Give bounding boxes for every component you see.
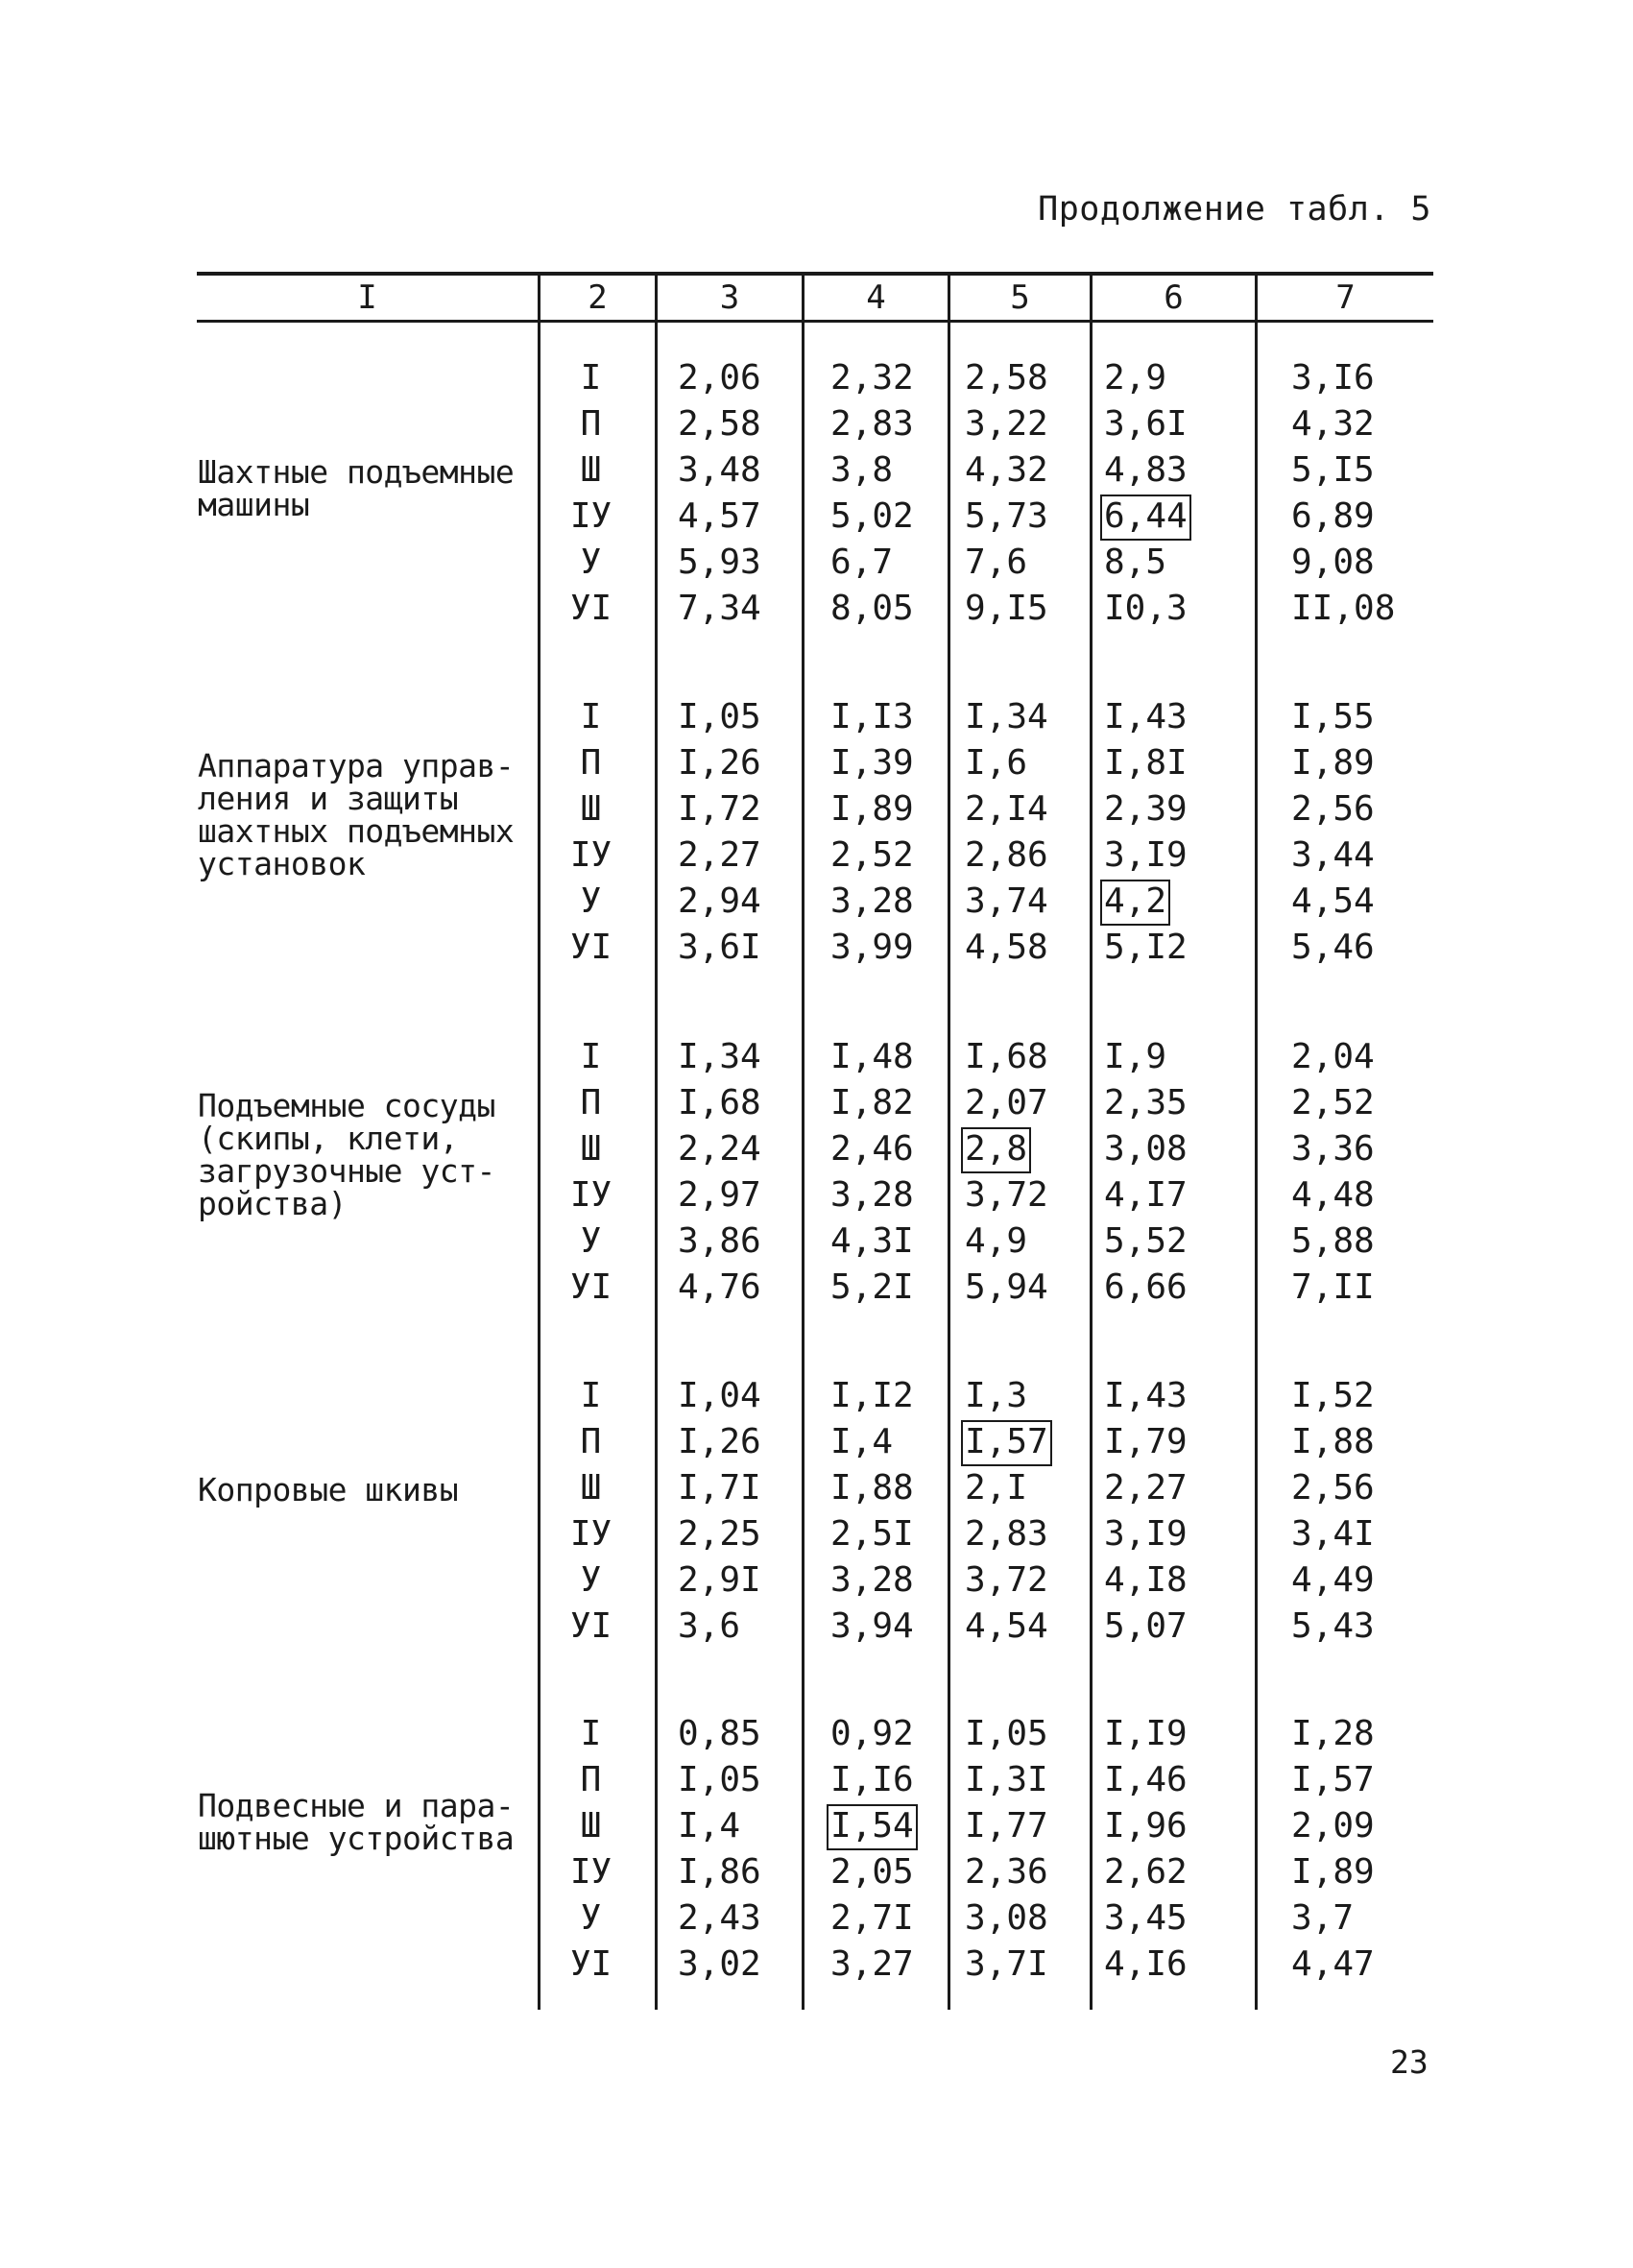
value-cell: 2,94 [678, 881, 761, 921]
value-cell: 5,73 [965, 496, 1048, 536]
value-cell: 3,28 [830, 1175, 914, 1215]
value-cell: 3,I9 [1104, 1514, 1188, 1554]
value-cell: 2,35 [1104, 1083, 1188, 1122]
value-cell: 3,22 [965, 404, 1048, 444]
value-cell: 4,3I [830, 1221, 914, 1261]
grade-cell: П [580, 1083, 602, 1122]
value-cell: 3,8 [830, 450, 894, 490]
column-divider [1090, 276, 1093, 2010]
grade-cell: Ш [580, 1129, 602, 1169]
value-cell: I,96 [1104, 1806, 1188, 1846]
value-cell: I,68 [678, 1083, 761, 1122]
value-cell: 6,89 [1291, 496, 1375, 536]
value-cell: 3,4I [1291, 1514, 1375, 1554]
grade-cell: П [580, 1760, 602, 1799]
value-cell: 2,58 [965, 358, 1048, 398]
value-cell: 3,08 [1104, 1129, 1188, 1169]
value-cell: 5,46 [1291, 928, 1375, 967]
value-cell: 3,02 [678, 1944, 761, 1984]
value-cell: 2,39 [1104, 789, 1188, 829]
grade-cell: П [580, 404, 602, 444]
value-cell: I,6 [965, 743, 1028, 783]
value-cell: 4,32 [1291, 404, 1375, 444]
value-cell: 4,I7 [1104, 1175, 1188, 1215]
value-cell: I,88 [830, 1468, 914, 1508]
value-cell: 2,07 [965, 1083, 1048, 1122]
value-cell: 3,I6 [1291, 358, 1375, 398]
grade-cell: I [580, 697, 602, 736]
value-cell: I,I2 [830, 1376, 914, 1415]
grade-cell: IУ [569, 496, 612, 536]
value-cell: 2,56 [1291, 1468, 1375, 1508]
grade-cell: Ш [580, 1468, 602, 1508]
value-cell: 0,92 [830, 1714, 914, 1753]
grade-cell: УI [569, 1944, 612, 1984]
grade-cell: П [580, 1422, 602, 1461]
grade-cell: Ш [580, 1806, 602, 1846]
grade-cell: П [580, 743, 602, 783]
value-cell: 6,7 [830, 543, 894, 582]
value-cell: I,89 [1291, 1852, 1375, 1892]
value-cell: 3,74 [965, 881, 1048, 921]
highlighted-value-cell: I,57 [961, 1420, 1052, 1466]
value-cell: 3,28 [830, 881, 914, 921]
value-cell: I,I3 [830, 697, 914, 736]
value-cell: 2,56 [1291, 789, 1375, 829]
value-cell: 9,I5 [965, 589, 1048, 628]
equipment-name: Подъемные сосуды (скипы, клети, загрузочные уст- ройства) [198, 1087, 495, 1222]
value-cell: 9,08 [1291, 543, 1375, 582]
value-cell: I,28 [1291, 1714, 1375, 1753]
value-cell: 4,76 [678, 1267, 761, 1307]
value-cell: 0,85 [678, 1714, 761, 1753]
value-cell: 3,27 [830, 1944, 914, 1984]
value-cell: 4,54 [1291, 881, 1375, 921]
value-cell: 2,46 [830, 1129, 914, 1169]
value-cell: 5,I2 [1104, 928, 1188, 967]
value-cell: I,82 [830, 1083, 914, 1122]
value-cell: 2,9 [1104, 358, 1167, 398]
header-col-4: 4 [866, 278, 886, 317]
header-col-2: 2 [588, 278, 608, 317]
value-cell: 4,I6 [1104, 1944, 1188, 1984]
value-cell: 4,47 [1291, 1944, 1375, 1984]
value-cell: 3,72 [965, 1175, 1048, 1215]
column-divider [655, 276, 658, 2010]
value-cell: I,72 [678, 789, 761, 829]
value-cell: I,88 [1291, 1422, 1375, 1461]
value-cell: 2,7I [830, 1898, 914, 1938]
value-cell: 2,36 [965, 1852, 1048, 1892]
column-divider [1255, 276, 1258, 2010]
value-cell: 5,I5 [1291, 450, 1375, 490]
value-cell: I,3 [965, 1376, 1028, 1415]
equipment-name: Копровые шкивы [198, 1471, 459, 1508]
column-divider [802, 276, 804, 2010]
value-cell: 3,6I [678, 928, 761, 967]
value-cell: 7,II [1291, 1267, 1375, 1307]
value-cell: I,34 [678, 1037, 761, 1076]
value-cell: I,7I [678, 1468, 761, 1508]
value-cell: I0,3 [1104, 589, 1188, 628]
grade-cell: Ш [580, 450, 602, 490]
value-cell: 2,I [965, 1468, 1028, 1508]
value-cell: 2,52 [1291, 1083, 1375, 1122]
column-divider [948, 276, 950, 2010]
value-cell: 5,52 [1104, 1221, 1188, 1261]
value-cell: 4,58 [965, 928, 1048, 967]
page-number: 23 [1390, 2043, 1429, 2081]
highlighted-value-cell: 2,8 [961, 1127, 1031, 1173]
value-cell: I,26 [678, 743, 761, 783]
header-col-3: 3 [719, 278, 740, 317]
value-cell: 2,I4 [965, 789, 1048, 829]
value-cell: I,I9 [1104, 1714, 1188, 1753]
value-cell: 3,86 [678, 1221, 761, 1261]
grade-cell: I [580, 1376, 602, 1415]
value-cell: 2,9I [678, 1560, 761, 1600]
table-caption: Продолжение табл. 5 [1038, 190, 1431, 229]
value-cell: 4,83 [1104, 450, 1188, 490]
value-cell: 3,72 [965, 1560, 1048, 1600]
grade-cell: IУ [569, 835, 612, 875]
value-cell: 2,86 [965, 835, 1048, 875]
header-col-5: 5 [1010, 278, 1030, 317]
value-cell: 4,9 [965, 1221, 1028, 1261]
grade-cell: У [580, 1898, 602, 1938]
value-cell: 3,48 [678, 450, 761, 490]
value-cell: II,08 [1291, 589, 1396, 628]
value-cell: I,86 [678, 1852, 761, 1892]
value-cell: 6,66 [1104, 1267, 1188, 1307]
value-cell: 8,05 [830, 589, 914, 628]
value-cell: 5,93 [678, 543, 761, 582]
value-cell: 8,5 [1104, 543, 1167, 582]
value-cell: 2,25 [678, 1514, 761, 1554]
value-cell: 3,99 [830, 928, 914, 967]
grade-cell: IУ [569, 1852, 612, 1892]
grade-cell: У [580, 543, 602, 582]
value-cell: I,05 [678, 1760, 761, 1799]
value-cell: 5,43 [1291, 1606, 1375, 1646]
value-cell: 2,27 [1104, 1468, 1188, 1508]
grade-cell: I [580, 1037, 602, 1076]
grade-cell: У [580, 1560, 602, 1600]
value-cell: 2,58 [678, 404, 761, 444]
value-cell: 3,36 [1291, 1129, 1375, 1169]
value-cell: 5,07 [1104, 1606, 1188, 1646]
value-cell: 3,94 [830, 1606, 914, 1646]
value-cell: 2,97 [678, 1175, 761, 1215]
equipment-name: Шахтные подъемные машины [198, 453, 515, 523]
value-cell: I,89 [830, 789, 914, 829]
value-cell: 5,94 [965, 1267, 1048, 1307]
header-col-6: 6 [1164, 278, 1184, 317]
highlighted-value-cell: 4,2 [1100, 880, 1170, 926]
equipment-name: Аппаратура управ- ления и защиты шахтных подъемных установок [198, 747, 515, 882]
value-cell: 3,28 [830, 1560, 914, 1600]
value-cell: 2,05 [830, 1852, 914, 1892]
value-cell: I,46 [1104, 1760, 1188, 1799]
equipment-name: Подвесные и пара- шютные устройства [198, 1787, 515, 1857]
value-cell: 4,48 [1291, 1175, 1375, 1215]
value-cell: 2,52 [830, 835, 914, 875]
grade-cell: У [580, 881, 602, 921]
value-cell: 5,02 [830, 496, 914, 536]
value-cell: I,43 [1104, 1376, 1188, 1415]
header-col-1: I [357, 278, 377, 317]
value-cell: I,68 [965, 1037, 1048, 1076]
value-cell: 4,I8 [1104, 1560, 1188, 1600]
value-cell: 5,2I [830, 1267, 914, 1307]
value-cell: 2,5I [830, 1514, 914, 1554]
value-cell: I,05 [965, 1714, 1048, 1753]
value-cell: I,43 [1104, 697, 1188, 736]
value-cell: 2,04 [1291, 1037, 1375, 1076]
value-cell: 3,7 [1291, 1898, 1355, 1938]
grade-cell: I [580, 358, 602, 398]
value-cell: I,9 [1104, 1037, 1167, 1076]
value-cell: 2,09 [1291, 1806, 1375, 1846]
value-cell: 4,57 [678, 496, 761, 536]
value-cell: I,I6 [830, 1760, 914, 1799]
value-cell: 3,45 [1104, 1898, 1188, 1938]
value-cell: 7,6 [965, 543, 1028, 582]
value-cell: 3,6 [678, 1606, 741, 1646]
header-col-7: 7 [1335, 278, 1356, 317]
value-cell: 4,49 [1291, 1560, 1375, 1600]
value-cell: 3,I9 [1104, 835, 1188, 875]
value-cell: 2,62 [1104, 1852, 1188, 1892]
value-cell: 3,6I [1104, 404, 1188, 444]
value-cell: 2,83 [965, 1514, 1048, 1554]
highlighted-value-cell: I,54 [827, 1804, 918, 1850]
value-cell: 2,24 [678, 1129, 761, 1169]
grade-cell: УI [569, 1267, 612, 1307]
value-cell: I,8I [1104, 743, 1188, 783]
value-cell: 2,27 [678, 835, 761, 875]
value-cell: I,39 [830, 743, 914, 783]
value-cell: I,26 [678, 1422, 761, 1461]
grade-cell: IУ [569, 1175, 612, 1215]
highlighted-value-cell: 6,44 [1100, 495, 1191, 541]
value-cell: I,57 [1291, 1760, 1375, 1799]
value-cell: I,04 [678, 1376, 761, 1415]
table-header-rule [197, 320, 1433, 323]
value-cell: 5,88 [1291, 1221, 1375, 1261]
grade-cell: Ш [580, 789, 602, 829]
value-cell: 2,43 [678, 1898, 761, 1938]
value-cell: 3,44 [1291, 835, 1375, 875]
grade-cell: I [580, 1714, 602, 1753]
grade-cell: УI [569, 1606, 612, 1646]
value-cell: 3,7I [965, 1944, 1048, 1984]
value-cell: I,79 [1104, 1422, 1188, 1461]
value-cell: 4,32 [965, 450, 1048, 490]
grade-cell: IУ [569, 1514, 612, 1554]
table-top-rule [197, 272, 1433, 276]
value-cell: 2,06 [678, 358, 761, 398]
value-cell: I,05 [678, 697, 761, 736]
value-cell: I,48 [830, 1037, 914, 1076]
value-cell: I,4 [678, 1806, 741, 1846]
value-cell: 7,34 [678, 589, 761, 628]
value-cell: I,52 [1291, 1376, 1375, 1415]
value-cell: I,55 [1291, 697, 1375, 736]
value-cell: I,4 [830, 1422, 894, 1461]
grade-cell: У [580, 1221, 602, 1261]
value-cell: 4,54 [965, 1606, 1048, 1646]
value-cell: 2,32 [830, 358, 914, 398]
value-cell: I,3I [965, 1760, 1048, 1799]
value-cell: I,77 [965, 1806, 1048, 1846]
value-cell: I,89 [1291, 743, 1375, 783]
value-cell: I,34 [965, 697, 1048, 736]
grade-cell: УI [569, 589, 612, 628]
value-cell: 3,08 [965, 1898, 1048, 1938]
value-cell: 2,83 [830, 404, 914, 444]
grade-cell: УI [569, 928, 612, 967]
